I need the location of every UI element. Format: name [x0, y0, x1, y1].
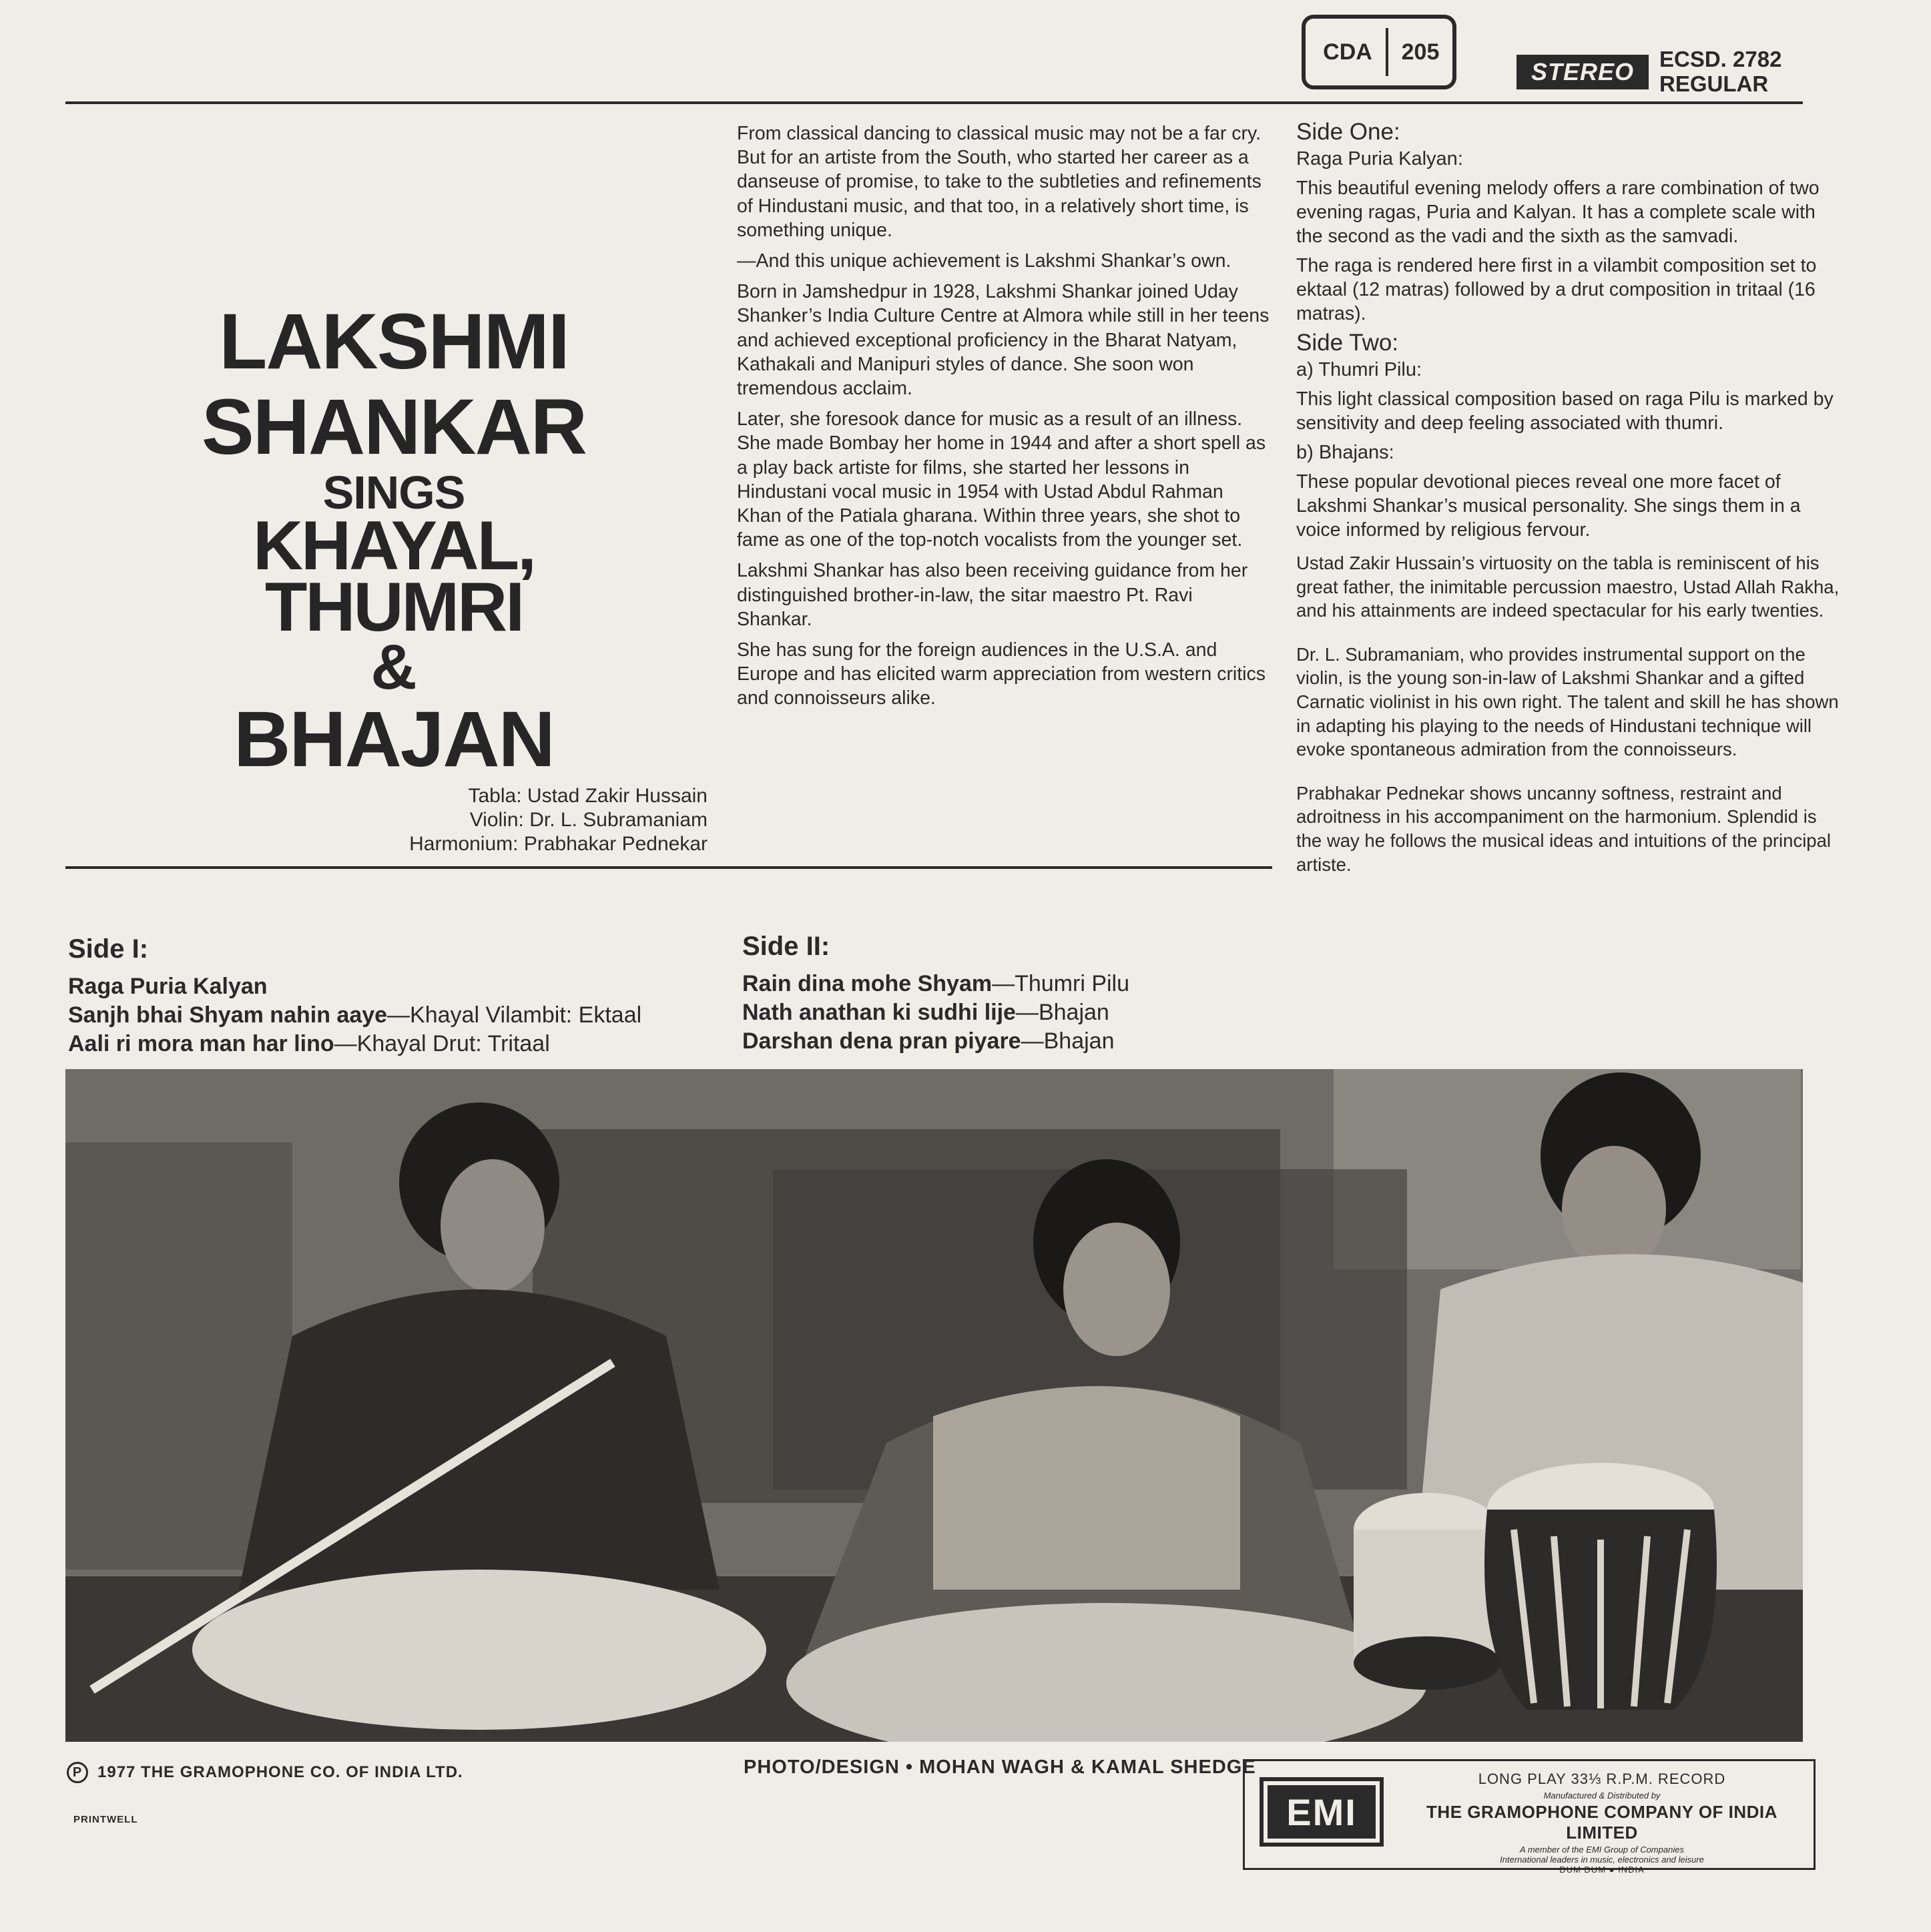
track-item [68, 972, 742, 1001]
record-format: LONG PLAY 33⅓ R.P.M. RECORD [1478, 1770, 1726, 1787]
track-item [742, 998, 1250, 1027]
track-name: Sanjh bhai Shyam nahin aaye [68, 1002, 388, 1028]
cda-prefix: CDA [1310, 28, 1388, 76]
notes-paragraph: She has sung for the foreign audiences in the U.S.A. and Europe and has elicited warm appreciation from western critics and connoisseurs alike. [737, 639, 1266, 709]
credit-value: Ustad Zakir Hussain [527, 785, 708, 807]
side-one-rendering: The raga is rendered here first in a vilambit composition set to ektaal (12 matras) followed by a drut composition in tritaal (16 matras). [1296, 255, 1817, 324]
middle-rule [65, 866, 1272, 869]
credit-label: Harmonium: [409, 833, 519, 855]
track-notes [1296, 116, 1844, 876]
track-name: Rain dina mohe Shyam [742, 971, 993, 996]
side-one-description: This beautiful evening melody offers a rare combination of two evening ragas, Puria and Kalyan. It has a complete scale with the second as the vadi and the sixth as the samvadi. [1296, 178, 1820, 247]
bhajans-description: These popular devotional pieces reveal one more facet of Lakshmi Shankar’s musical personality. She sings them in a voice informed by religious fervour. [1296, 471, 1801, 541]
side-one-raga: Raga Puria Kalyan: [1296, 148, 1463, 170]
title-line-6: BHAJAN [234, 695, 554, 783]
track-name: Raga Puria Kalyan [68, 974, 268, 999]
phonogram-symbol: P [67, 1762, 88, 1783]
emi-company-info [1398, 1770, 1806, 1875]
credit-row [334, 784, 708, 808]
track-name: Aali ri mora man har lino [68, 1031, 334, 1056]
cda-number: 205 [1401, 39, 1440, 65]
company-name: THE GRAMOPHONE COMPANY OF INDIA LIMITED [1426, 1802, 1777, 1843]
side-two-heading: Side Two: [1296, 330, 1399, 356]
notes-paragraph: —And this unique achievement is Lakshmi Shankar’s own. [737, 250, 1231, 272]
notes-paragraph: From classical dancing to classical music may not be a far cry. But for an artiste from the South, who started her career as a danseuse of promise, to take to the subtleties and refinements of Hindustani music, and that too, in a relatively short time, is something unique. [737, 123, 1262, 241]
thumri-description: This light classical composition based on raga Pilu is marked by sensitivity and deep feeling associated with thumri. [1296, 388, 1834, 434]
side-one-heading: Side One: [1296, 119, 1400, 145]
zakir-note: Ustad Zakir Hussain’s virtuosity on the tabla is reminiscent of his great father, the inimitable percussion maestro, Ustad Allah Rakha, and his attainments are indeed spectacular for his early twenties. [1296, 553, 1840, 621]
title-line-4: KHAYAL, THUMRI [252, 507, 535, 646]
track-style: —Bhajan [1015, 1000, 1109, 1025]
pednekar-note: Prabhakar Pednekar shows uncanny softness, restraint and adroitness in his accompaniment on the harmonium. Splendid is the way he follows the musical ideas and intuitions of the principal artiste. [1296, 782, 1832, 875]
notes-paragraph: Born in Jamshedpur in 1928, Lakshmi Shankar joined Uday Shanker’s India Culture Centre at Almora while still in her teens and achieved exceptional proficiency in the Bharat Natyam, Kathakali and Manipuri styles of dance. She soon won tremendous acclaim. [737, 281, 1270, 400]
emi-group-line: A member of the EMI Group of Companies [1520, 1845, 1684, 1855]
photo-design-credit: PHOTO/DESIGN • MOHAN WAGH & KAMAL SHEDGE [744, 1756, 1256, 1778]
side-2-tracklist [742, 932, 1250, 1056]
notes-paragraph: Later, she foresook dance for music as a result of an illness. She made Bombay her home in 1944 and after a short spell as a play back artiste for films, she started her lessons in Hindustani vocal music in 1954 with Ustad Abdul Rahman Khan of the Patiala gharana. Within three years, she shot to fame as one of the top-notch vocalists from the younger set. [737, 408, 1266, 551]
credit-value: Prabhakar Pednekar [523, 833, 708, 855]
emi-logo-text: EMI [1268, 1785, 1376, 1839]
emi-leaders-line: International leaders in music, electronics and leisure [1500, 1855, 1704, 1865]
manufactured-by: Manufactured & Distributed by [1543, 1791, 1661, 1801]
cda-code-box [1302, 15, 1456, 89]
top-rule [65, 101, 1803, 104]
performers-photo [65, 1069, 1803, 1742]
side-two-thumri: a) Thumri Pilu: [1296, 359, 1422, 380]
track-style: —Khayal Vilambit: Ektaal [387, 1002, 642, 1028]
side-two-bhajans: b) Bhajans: [1296, 442, 1394, 463]
credit-row [334, 832, 708, 856]
side-2-heading: Side II: [742, 932, 830, 961]
company-location: DUM DUM ● INDIA [1559, 1865, 1645, 1875]
copyright-line [67, 1762, 463, 1783]
emi-label-panel [1243, 1759, 1816, 1875]
track-name: Nath anathan ki sudhi lije [742, 1000, 1016, 1025]
catalog-number: ECSD. 2782 [1659, 47, 1782, 71]
album-title [120, 299, 667, 782]
track-item [68, 1030, 742, 1058]
performer-credits [334, 784, 708, 856]
credit-label: Tabla: [468, 785, 522, 807]
credit-row [334, 808, 708, 832]
catalog-type: REGULAR [1659, 71, 1769, 96]
side-1-heading: Side I: [68, 934, 149, 964]
side-1-tracklist [68, 934, 742, 1058]
track-name: Darshan dena pran piyare [742, 1028, 1021, 1054]
track-item [742, 970, 1250, 998]
title-line-2: SHANKAR [202, 383, 586, 471]
photo-illustration [65, 1069, 1803, 1742]
copyright-text: 1977 THE GRAMOPHONE CO. OF INDIA LTD. [97, 1763, 463, 1781]
liner-notes [737, 121, 1271, 717]
subramaniam-note: Dr. L. Subramaniam, who provides instrumental support on the violin, is the young son-in-law of Lakshmi Shankar and a gifted Carnatic violinist in his own right. The talent and skill he has shown in adapting his playing to the needs of Hindustani technique will evoke spontaneous admiration from the connoisseurs. [1296, 643, 1839, 760]
credit-label: Violin: [469, 809, 524, 831]
title-line-5: & [370, 631, 417, 703]
stereo-badge: STEREO [1516, 55, 1649, 89]
track-item [68, 1001, 742, 1030]
track-style: —Thumri Pilu [992, 971, 1130, 996]
emi-logo [1260, 1777, 1384, 1847]
notes-paragraph: Lakshmi Shankar has also been receiving guidance from her distinguished brother-in-law, the sitar maestro Pt. Ravi Shankar. [737, 560, 1248, 630]
track-style: —Bhajan [1021, 1028, 1115, 1054]
catalog-info [1659, 47, 1781, 96]
title-line-3: SINGS [322, 466, 465, 519]
track-style: —Khayal Drut: Tritaal [334, 1031, 550, 1056]
credit-value: Dr. L. Subramaniam [529, 809, 708, 831]
printer-credit: PRINTWELL [73, 1814, 138, 1825]
track-item [742, 1027, 1250, 1056]
title-line-1: LAKSHMI [219, 298, 569, 386]
